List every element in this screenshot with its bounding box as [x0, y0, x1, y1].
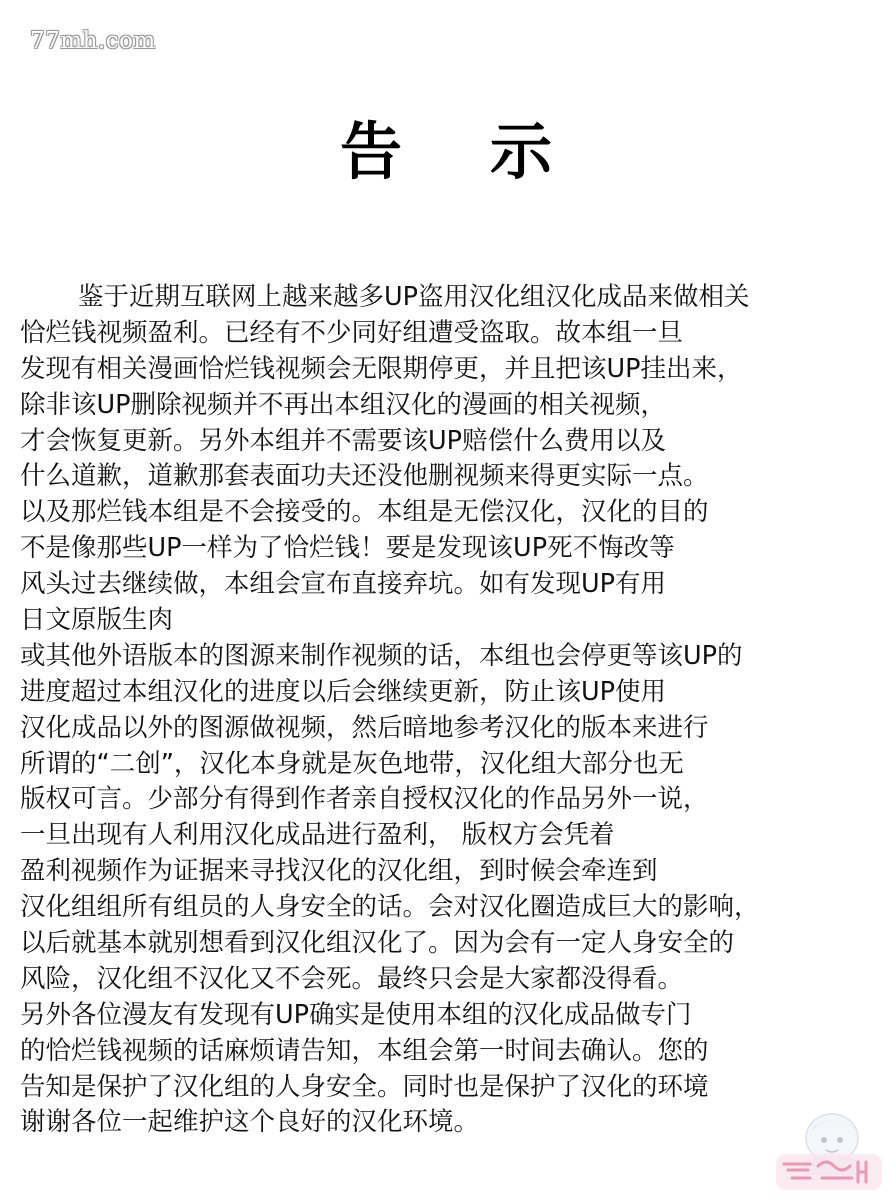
notice-line: 恰烂钱视频盈利。已经有不少同好组遭受盗取。故本组一旦: [20, 317, 684, 348]
notice-line: 才会恢复更新。另外本组并不需要该UP赔偿什么费用以及: [20, 425, 667, 456]
notice-line: 的恰烂钱视频的话麻烦请告知，本组会第一时间去确认。您的: [20, 1035, 709, 1066]
notice-line: 以后就基本就别想看到汉化组汉化了。因为会有一定人身安全的: [20, 928, 735, 959]
notice-line: 风头过去继续做，本组会宣布直接弃坑。如有发现UP有用: [20, 569, 667, 600]
notice-line: 告知是保护了汉化组的人身安全。同时也是保护了汉化的环境: [20, 1071, 709, 1102]
notice-line: 版权可言。少部分有得到作者亲自授权汉化的作品另外一说，: [20, 784, 709, 815]
page-title: 告示: [339, 114, 640, 188]
notice-line: 不是像那些UP一样为了恰烂钱！要是发现该UP死不悔改等: [20, 533, 675, 564]
notice-line: 所谓的“二创”，汉化本身就是灰色地带，汉化组大部分也无: [20, 748, 684, 779]
notice-line: 什么道歉，道歉那套表面功夫还没他删视频来得更实际一点。: [20, 461, 709, 492]
notice-line: 或其他外语版本的图源来制作视频的话，本组也会停更等该UP的: [20, 640, 743, 671]
notice-body: [20, 280, 892, 1141]
notice-line: 发现有相关漫画恰烂钱视频会无限期停更，并且把该UP挂出来，: [20, 353, 743, 384]
notice-line: 以及那烂钱本组是不会接受的。本组是无偿汉化，汉化的目的: [20, 497, 709, 528]
notice-line: 另外各位漫友有发现有UP确实是使用本组的汉化成品做专门: [20, 999, 692, 1030]
notice-line: 汉化组组所有组员的人身安全的话。会对汉化圈造成巨大的影响，: [20, 892, 760, 923]
notice-line: 汉化成品以外的图源做视频，然后暗地参考汉化的版本来进行: [20, 712, 709, 743]
notice-line: 除非该UP删除视频并不再出本组汉化的漫画的相关视频，: [20, 389, 667, 420]
notice-line: 鉴于近期互联网上越来越多UP盗用汉化组汉化成品来做相关: [78, 282, 750, 312]
notice-line: 一旦出现有人利用汉化成品进行盈利， 版权方会凭着: [20, 820, 615, 851]
notice-line: 日文原版生肉: [20, 605, 174, 636]
notice-line: 进度超过本组汉化的进度以后会继续更新，防止该UP使用: [20, 676, 667, 707]
notice-line: 风险，汉化组不汉化又不会死。最终只会是大家都没得看。: [20, 963, 684, 994]
notice-line: 谢谢各位一起维护这个良好的汉化环境。: [20, 1107, 480, 1138]
notice-line: 盈利视频作为证据来寻找汉化的汉化组，到时候会牵连到: [20, 856, 658, 887]
group-logo-stamp: [770, 1108, 888, 1194]
site-watermark: 77mh.com: [30, 28, 156, 54]
